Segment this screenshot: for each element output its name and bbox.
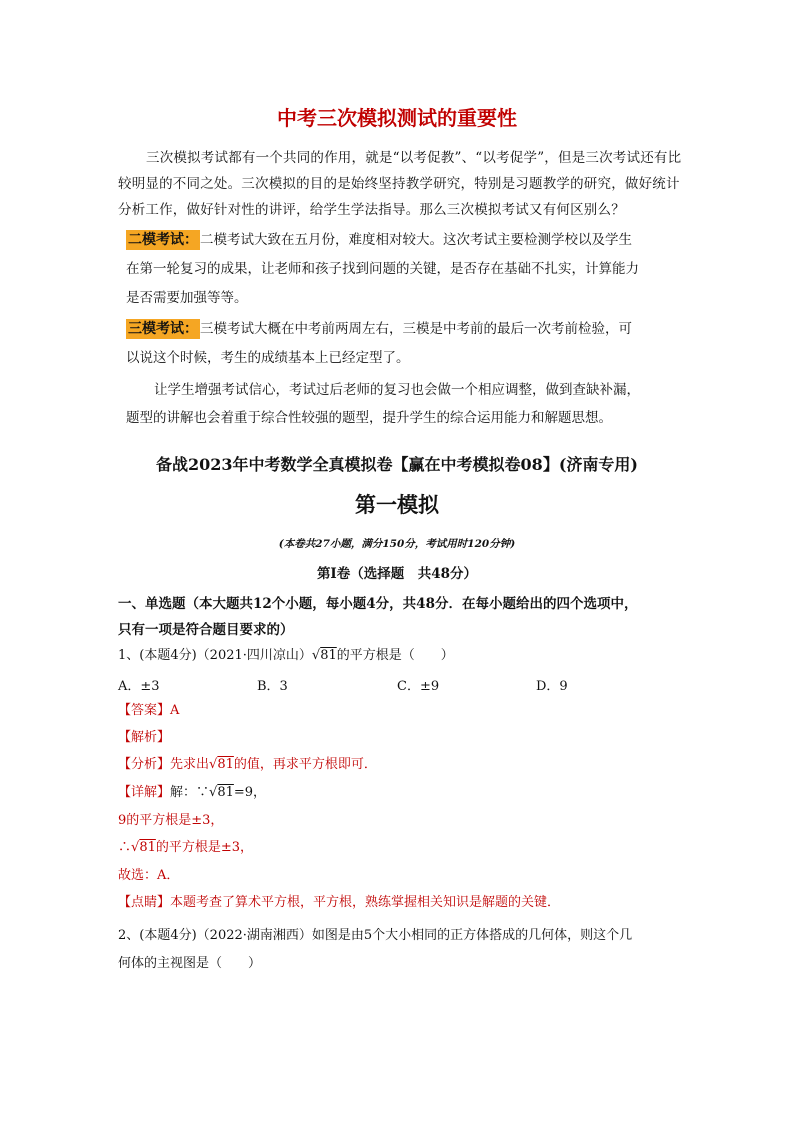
solution-step-3: ∴√81的平方根是±3， xyxy=(118,840,254,855)
exam-title: 备战2023年中考数学全真模拟卷【赢在中考模拟卷08】(济南专用) xyxy=(156,455,638,474)
third-mock-line-2: 以说这个时候，考生的成绩基本上已经定型了。 xyxy=(126,350,410,366)
second-mock-line-3: 是否需要加强等等。 xyxy=(126,290,248,306)
second-mock-line-1: 二模考试： 二模考试大致在五月份，难度相对较大。这次考试主要检测学校以及学生 xyxy=(128,232,632,248)
third-mock-label: 三模考试： xyxy=(128,321,198,337)
option-d: D．9 xyxy=(536,679,568,694)
sqrt-symbol: √ xyxy=(311,648,321,663)
fenxi-line: 【分析】先求出√81的值，再求平方根即可． xyxy=(118,757,377,772)
intro-paragraph: 三次模拟考试都有一个共同的作用，就是“以考促教”、“以考促学”，但是三次考试还有比较明显的不同之处。三次模拟的目的是始终坚持教学研究，特别是习题教学的研究，做好统计分析工作，做好针对性的讲评，给学生学法指导。那么三次模拟考试又有何区别么？ xyxy=(118,150,682,218)
comment-line: 【点睛】本题考查了算术平方根，平方根，熟练掌握相关知识是解题的关键． xyxy=(118,895,561,910)
answer-line: 【答案】A xyxy=(118,703,180,718)
option-b: B．3 xyxy=(257,679,288,694)
part-title: 第Ⅰ卷（选择题 共48分） xyxy=(316,566,478,582)
question-1-stem: 1、(本题4分)（2021·四川凉山）√81的平方根是（ ） xyxy=(118,648,454,663)
second-mock-line-2: 在第一轮复习的成果，让老师和孩子找到问题的关键，是否存在基础不扎实，计算能力 xyxy=(126,261,639,277)
closing-line-2: 题型的讲解也会着重于综合性较强的题型，提升学生的综合运用能力和解题思想。 xyxy=(126,410,612,426)
solution-step-2: 9的平方根是±3， xyxy=(118,813,224,828)
option-a: A．±3 xyxy=(118,679,160,694)
analysis-label: 【解析】 xyxy=(118,730,171,745)
detail-line: 【详解】解：∵√81=9， xyxy=(118,785,267,800)
option-c: C．±9 xyxy=(397,679,440,694)
question-2-stem: 2、(本题4分)（2022·湖南湘西）如图是由5个大小相同的正方体搭成的几何体，则这个几 何体的主视图是（ ） xyxy=(118,928,633,971)
closing-line-1: 让学生增强考试信心，考试过后老师的复习也会做一个相应调整，做到查缺补漏， xyxy=(154,382,640,398)
section-heading: 一、单选题（本大题共12个小题，每小题4分，共48分．在每小题给出的四个选项中， 只有一项是符合题目要求的） xyxy=(118,596,638,638)
third-mock-block xyxy=(126,315,686,373)
second-mock-block xyxy=(126,226,686,313)
question-1-options xyxy=(118,675,688,695)
third-mock-line-1: 三模考试： 三模考试大概在中考前两周左右，三模是中考前的最后一次考前检验，可 xyxy=(128,321,632,337)
solution-step-4: 故选：A． xyxy=(118,868,180,883)
mock-name: 第一模拟 xyxy=(355,493,439,517)
closing-paragraph xyxy=(126,376,688,432)
page-title: 中考三次模拟测试的重要性 xyxy=(277,106,517,130)
second-mock-label: 二模考试： xyxy=(128,232,198,248)
exam-info: (本卷共27小题，满分150分，考试用时120分钟) xyxy=(278,538,516,550)
